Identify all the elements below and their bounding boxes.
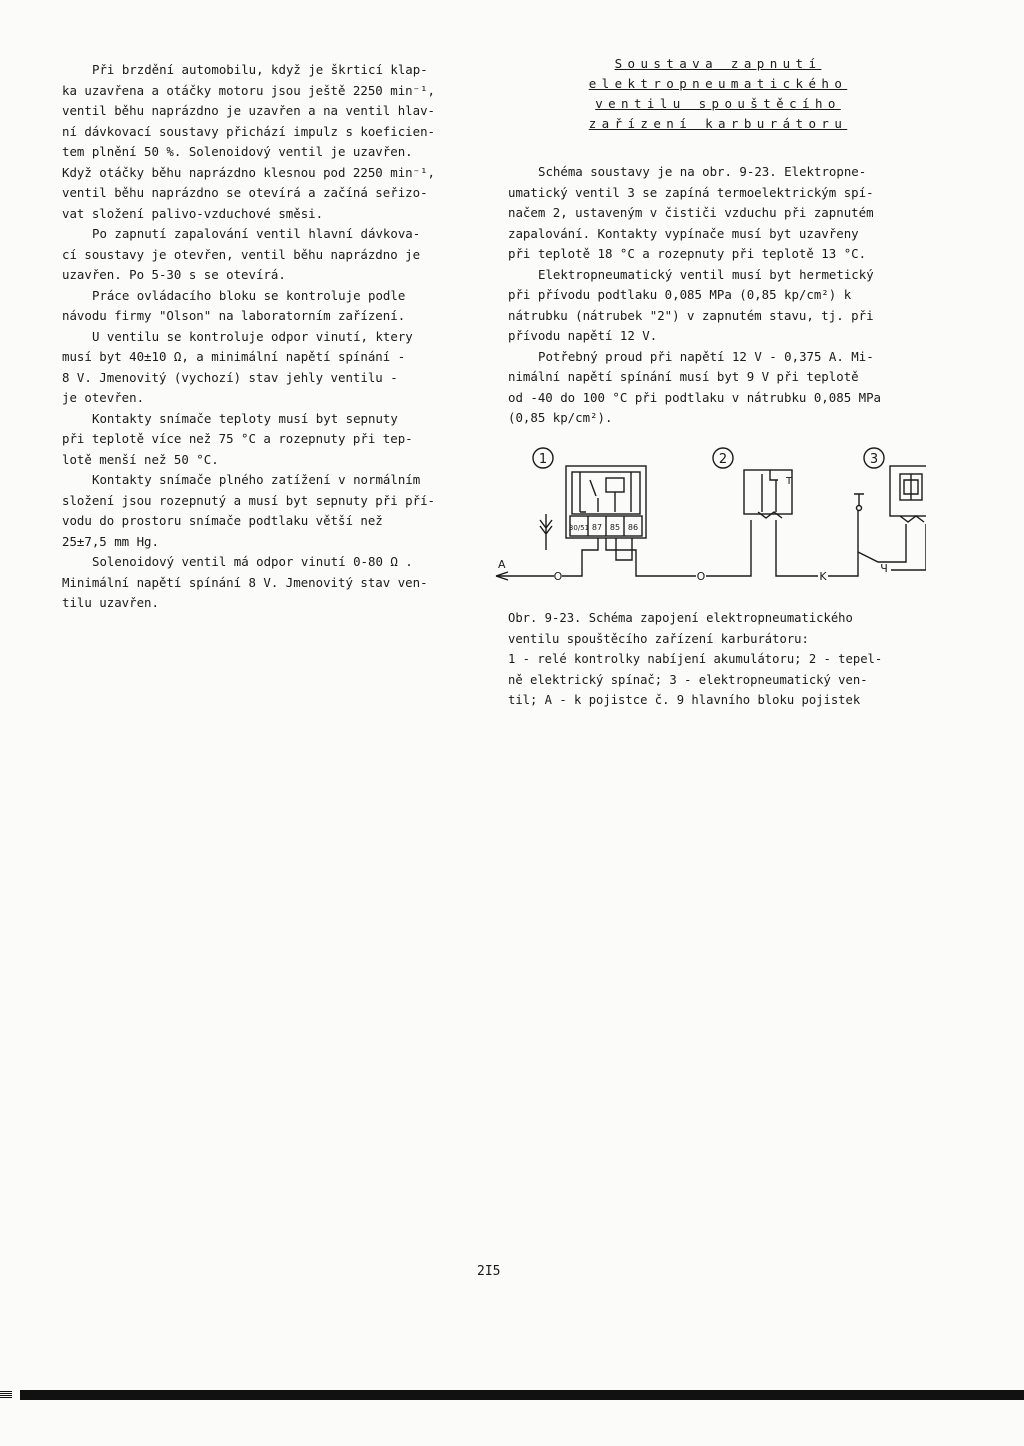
svg-text:1: 1 bbox=[538, 452, 548, 467]
wire-label-a: A bbox=[498, 558, 506, 571]
scan-edge-marks bbox=[0, 1391, 12, 1399]
paragraph-ignition-on: Po zapnutí zapalování ventil hlavní dávkova- cí soustavy je otevřen, ventil běhu naprázdno je uzavřen. Po 5-30 s se otevírá. bbox=[62, 226, 421, 282]
component-marker-1 bbox=[533, 448, 553, 468]
component-marker-2 bbox=[713, 448, 733, 468]
paragraph-braking: Při brzdění automobilu, když je škrticí klap- ka uzavřena a otáčky motoru jsou ještě 2250 min⁻¹, ventil běhu naprázdno je uzavřen a na ventil hlav- ní dávkovací soustavy přichází impulz s koeficien- tem plnění 50 %. Solenoidový ventil je uzavřen. Když otáčky běhu naprázdno klesnou pod 2250 min⁻¹, ventil běhu naprázdno se otevírá a začíná seřizo- vat složení palivo-vzduchové směsi. bbox=[62, 62, 435, 221]
paragraph-hermetic-valve: Elektropneumatický ventil musí byt hermetický při přívodu podtlaku 0,085 MPa (0,85 kp/cm²) k nátrubku (nátrubek "2") v zapnutém stavu, tj. při přívodu napětí 12 V. bbox=[508, 266, 874, 343]
right-column bbox=[508, 162, 928, 429]
switch-label-t: T bbox=[786, 476, 793, 487]
wire-labels bbox=[498, 558, 888, 583]
paragraph-solenoid-valve: Solenoidový ventil má odpor vinutí 0-80 Ω . Minimální napětí spínání 8 V. Jmenovitý stav ven- tilu uzavřen. bbox=[62, 554, 428, 610]
terminal-86: 86 bbox=[627, 523, 639, 532]
paragraph-full-load-sensor: Kontakty snímače plného zatížení v normálním složení jsou rozepnutý a musí byt sepnuty při pří- vodu do prostoru snímače podtlaku větší než 25±7,5 mm Hg. bbox=[62, 472, 435, 549]
thermo-electric-switch bbox=[744, 470, 793, 518]
svg-text:3: 3 bbox=[869, 452, 879, 467]
svg-text:2: 2 bbox=[718, 452, 728, 467]
circuit-diagram bbox=[486, 440, 926, 590]
ground-symbol bbox=[540, 514, 552, 550]
charge-indicator-relay bbox=[566, 466, 646, 538]
paragraph-temperature-sensor: Kontakty snímače teploty musí byt sepnuty při teplotě více než 75 °C a rozepnuty při tep- lotě menší než 50 °C. bbox=[62, 410, 413, 467]
paragraph-current: Potřebný proud při napětí 12 V - 0,375 A. Mi- nimální napětí spínání musí byt 9 V při teplotě od -40 do 100 °C při podtlaku v nátrubku 0,085 MPa (0,85 kp/cm²). bbox=[508, 348, 881, 425]
terminal-30-51: 30/51 bbox=[568, 524, 590, 532]
terminal-85: 85 bbox=[609, 523, 621, 532]
wire-label-k: K bbox=[819, 570, 827, 583]
paragraph-control-block: Práce ovládacího bloku se kontroluje podle návodu firmy "Olson" na laboratorním zařízení. bbox=[62, 287, 406, 323]
bottom-rule bbox=[20, 1390, 1024, 1400]
section-heading: Soustava zapnutí elektropneumatického ventilu spouštěcího zařízení karburátoru bbox=[588, 56, 848, 131]
page-number: 2I5 bbox=[477, 1264, 501, 1279]
wire-label-o-1: O bbox=[553, 570, 563, 583]
wire-label-o-2: O bbox=[696, 570, 706, 583]
left-column bbox=[62, 60, 464, 614]
component-marker-3 bbox=[864, 448, 884, 468]
paragraph-system-scheme: Schéma soustavy je na obr. 9-23. Elektropne- umatický ventil 3 se zapíná termoelektrickým spí- načem 2, ustaveným v čističi vzduchu při zapnutém zapalování. Kontakty vypínače musí byt uzavřeny při teplotě 18 °C a rozepnuty při teplotě 13 °C. bbox=[508, 164, 874, 261]
electropneumatic-valve bbox=[854, 466, 926, 522]
wire-label-ch: Ч bbox=[880, 562, 888, 575]
figure-caption: Obr. 9-23. Schéma zapojení elektropneumatického ventilu spouštěcího zařízení karburátoru: 1 - relé kontrolky nabíjení akumulátoru; 2 - tepel- ně elektrický spínač; 3 - elektropneumatický ven- til; A - k pojistce č. 9 hlavního bloku pojistek bbox=[508, 611, 883, 707]
terminal-87: 87 bbox=[591, 523, 603, 532]
paragraph-valve-check: U ventilu se kontroluje odpor vinutí, ktery musí byt 40±10 Ω, a minimální napětí spínání - 8 V. Jmenovitý (vychozí) stav jehly ventilu - je otevřen. bbox=[62, 328, 413, 405]
